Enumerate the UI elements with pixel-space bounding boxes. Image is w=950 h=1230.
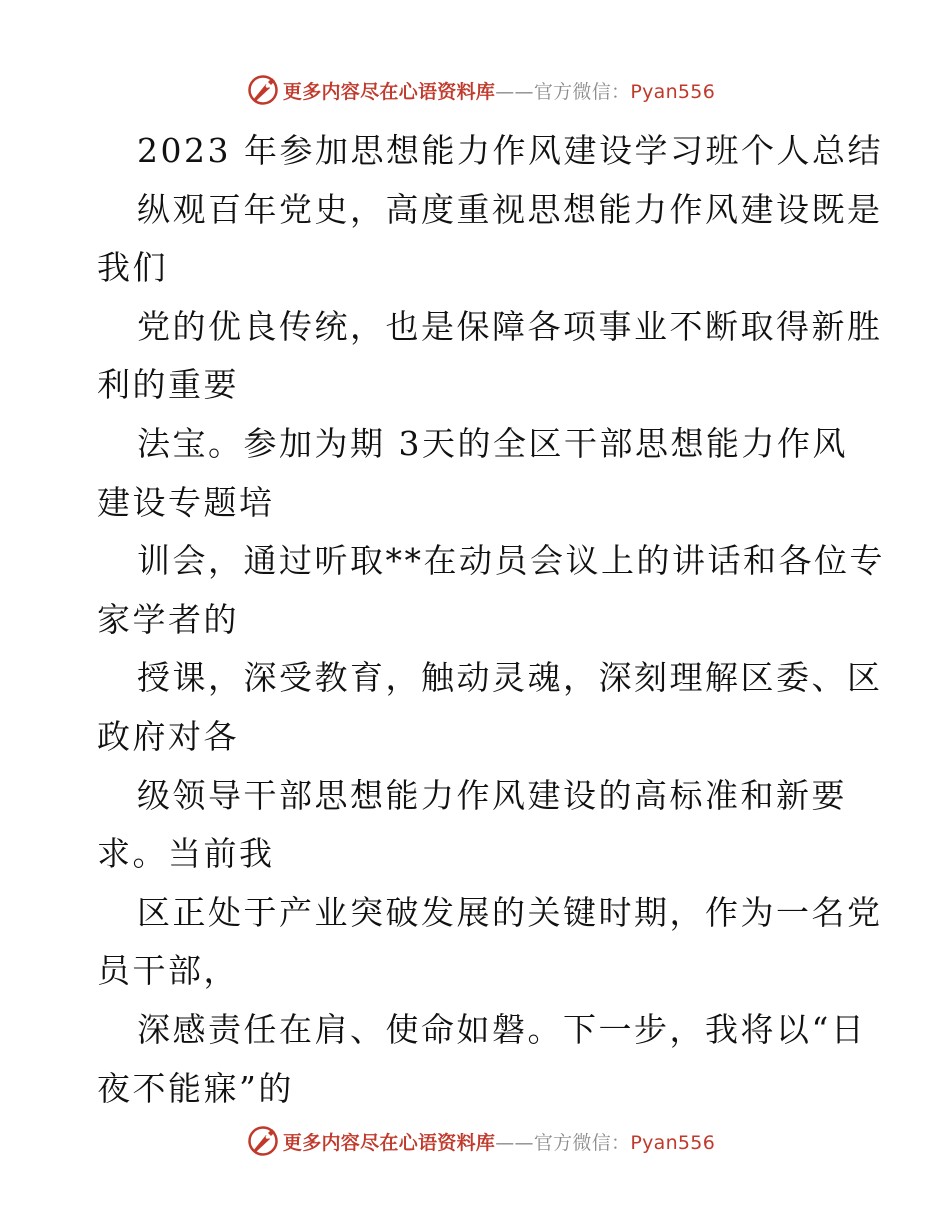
pen-nib-logo-icon [247,1125,279,1157]
paragraph-line: 求。当前我 [97,834,275,874]
footer-watermark [0,1121,950,1161]
document-body [97,122,885,1118]
paragraph-line: 训会，通过听取**在动员会议上的讲话和各位专 [137,541,885,581]
document-title: 2023 年参加思想能力作风建设学习班个人总结 [137,131,883,170]
paragraph-line: 夜不能寐”的 [97,1068,294,1108]
header-watermark [0,70,950,110]
watermark-label: 官方微信： [533,1131,631,1154]
watermark-group [247,1125,715,1157]
watermark-group [247,74,715,106]
paragraph-line: 授课，深受教育，触动灵魂，深刻理解区委、区 [137,658,883,698]
paragraph-line: 我们 [97,248,168,288]
watermark-label: 官方微信： [533,80,631,103]
paragraph-line: 纵观百年党史，高度重视思想能力作风建设既是 [137,189,883,229]
paragraph-line: 政府对各 [97,716,239,756]
paragraph-line: 员干部， [97,951,239,991]
paragraph-line: 建设专题培 [97,482,275,522]
watermark-wechat-id: Pyan556 [630,1131,716,1154]
watermark-main-text: 更多内容尽在心语资料库 [282,1131,496,1154]
paragraph-line: 区正处于产业突破发展的关键时期，作为一名党 [137,892,883,932]
paragraph-line: 利的重要 [97,365,239,405]
watermark-wechat-id: Pyan556 [630,80,716,103]
watermark-dash: —— [495,1131,534,1154]
pen-nib-logo-icon [247,74,279,106]
paragraph-line: 党的优良传统，也是保障各项事业不断取得新胜 [137,306,883,346]
paragraph-line: 家学者的 [97,599,239,639]
paragraph-line: 法宝。参加为期 3天的全区干部思想能力作风 [137,423,848,463]
paragraph-line: 级领导干部思想能力作风建设的高标准和新要 [137,775,847,815]
watermark-main-text: 更多内容尽在心语资料库 [282,80,496,103]
paragraph-line: 深感责任在肩、使命如磐。下一步，我将以“日 [137,1009,867,1049]
watermark-dash: —— [495,80,534,103]
